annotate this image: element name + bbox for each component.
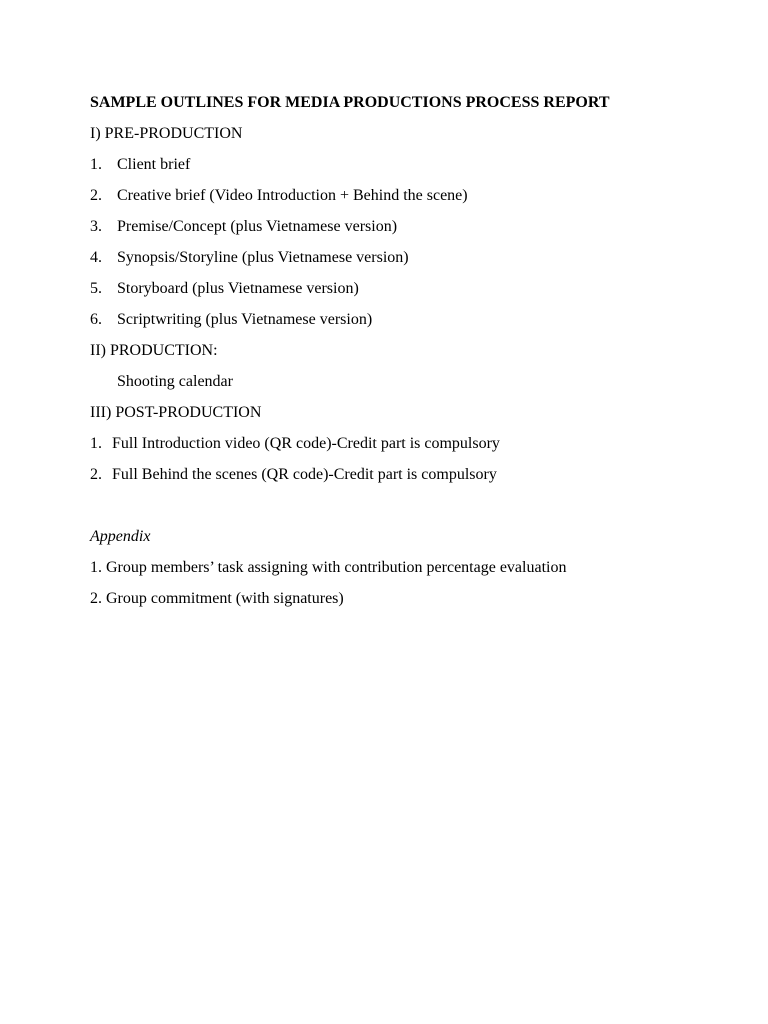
list-item (90, 247, 730, 278)
list-item-shooting-calendar: Shooting calendar (117, 373, 233, 390)
appendix-item: 2. Group commitment (with signatures) (90, 590, 344, 607)
list-item-number: 2. (90, 187, 102, 204)
list-item-number: 1. (90, 156, 102, 173)
list-item-number: 2. (90, 466, 102, 483)
list-item-number: 1. (90, 435, 102, 452)
list-item (90, 216, 730, 247)
list-item-text: Full Introduction video (QR code)-Credit part is compulsory (112, 435, 500, 452)
list-item (90, 433, 730, 464)
list-item-text: Synopsis/Storyline (plus Vietnamese version) (117, 249, 409, 266)
section-heading-pre-production: I) PRE-PRODUCTION (90, 125, 243, 142)
list-item-text: Premise/Concept (plus Vietnamese version) (117, 218, 398, 235)
list-item-text: Creative brief (Video Introduction + Behind the scene) (117, 187, 468, 204)
list-item (90, 464, 730, 495)
list-item-number: 4. (90, 249, 102, 266)
section-heading-appendix: Appendix (90, 528, 151, 545)
list-item-text: Storyboard (plus Vietnamese version) (117, 280, 359, 297)
appendix-item: 1. Group members’ task assigning with contribution percentage evaluation (90, 559, 567, 576)
section-heading-post-production: III) POST-PRODUCTION (90, 404, 262, 421)
list-item-text: Scriptwriting (plus Vietnamese version) (117, 311, 373, 328)
list-item-number: 3. (90, 218, 102, 235)
list-item (90, 154, 730, 185)
list-item (90, 185, 730, 216)
document-title: SAMPLE OUTLINES FOR MEDIA PRODUCTIONS PROCESS REPORT (90, 94, 610, 111)
list-item-number: 6. (90, 311, 102, 328)
list-item-number: 5. (90, 280, 102, 297)
document-page (90, 92, 730, 619)
list-item-text: Client brief (117, 156, 191, 173)
list-item (90, 278, 730, 309)
spacer (90, 495, 730, 526)
list-item-text: Full Behind the scenes (QR code)-Credit part is compulsory (112, 466, 497, 483)
section-heading-production: II) PRODUCTION: (90, 342, 218, 359)
list-item (90, 309, 730, 340)
